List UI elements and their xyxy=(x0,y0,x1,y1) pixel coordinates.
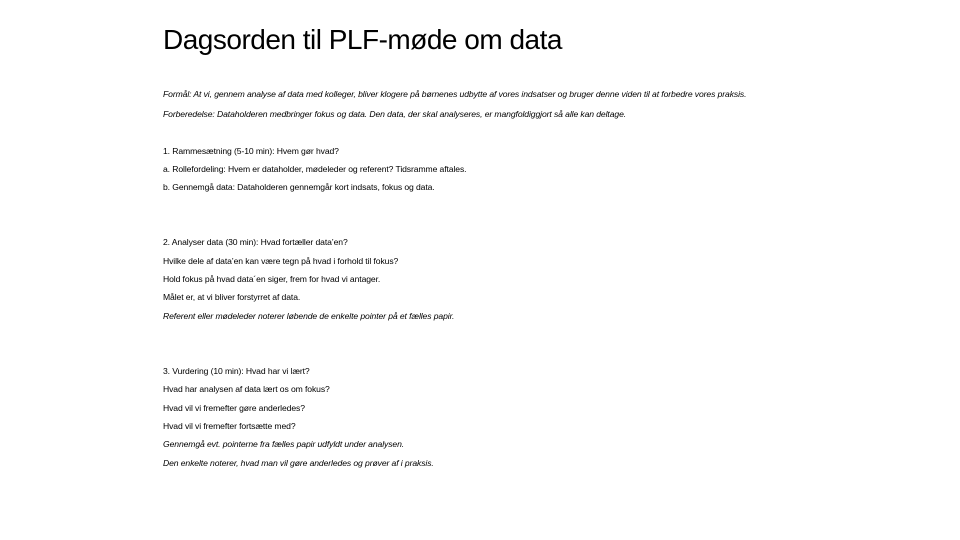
section-3-note: Den enkelte noterer, hvad man vil gøre anderledes og prøver af i praksis. xyxy=(163,458,434,468)
section-1-heading: 1. Rammesætning (5-10 min): Hvem gør hvad? xyxy=(163,146,339,156)
section-3-note: Gennemgå evt. pointerne fra fælles papir udfyldt under analysen. xyxy=(163,439,405,449)
section-2-line: Målet er, at vi bliver forstyrret af data. xyxy=(163,292,301,302)
section-3-heading: 3. Vurdering (10 min): Hvad har vi lært? xyxy=(163,366,310,376)
page-title: Dagsorden til PLF-møde om data xyxy=(163,24,562,55)
preparation-text: Dataholderen medbringer fokus og data. Den data, der skal analyseres, er mangfoldiggjort så alle kan deltage. xyxy=(214,109,627,119)
section-3-line: Hvad vil vi fremefter gøre anderledes? xyxy=(163,403,305,413)
purpose-label: Formål: xyxy=(163,89,192,99)
section-3-line: Hvad har analysen af data lært os om fokus? xyxy=(163,384,330,394)
purpose-text: At vi, gennem analyse af data med kolleger, bliver klogere på børnenes udbytte af vores indsatser og bruger denne viden til at forbedre vores praksis. xyxy=(191,89,747,99)
preparation-line xyxy=(163,109,626,119)
preparation-label: Forberedelse: xyxy=(163,109,215,119)
section-1-line: a. Rollefordeling: Hvem er dataholder, mødeleder og referent? Tidsramme aftales. xyxy=(163,164,467,174)
section-3-line: Hvad vil vi fremefter fortsætte med? xyxy=(163,421,296,431)
purpose-line xyxy=(163,89,746,99)
section-1-line: b. Gennemgå data: Dataholderen gennemgår kort indsats, fokus og data. xyxy=(163,182,435,192)
section-2-line: Hold fokus på hvad data´en siger, frem for hvad vi antager. xyxy=(163,274,381,284)
section-2-note: Referent eller mødeleder noterer løbende de enkelte pointer på et fælles papir. xyxy=(163,311,455,321)
section-2-line: Hvilke dele af data’en kan være tegn på hvad i forhold til fokus? xyxy=(163,256,399,266)
section-2-heading: 2. Analyser data (30 min): Hvad fortæller data’en? xyxy=(163,237,348,247)
